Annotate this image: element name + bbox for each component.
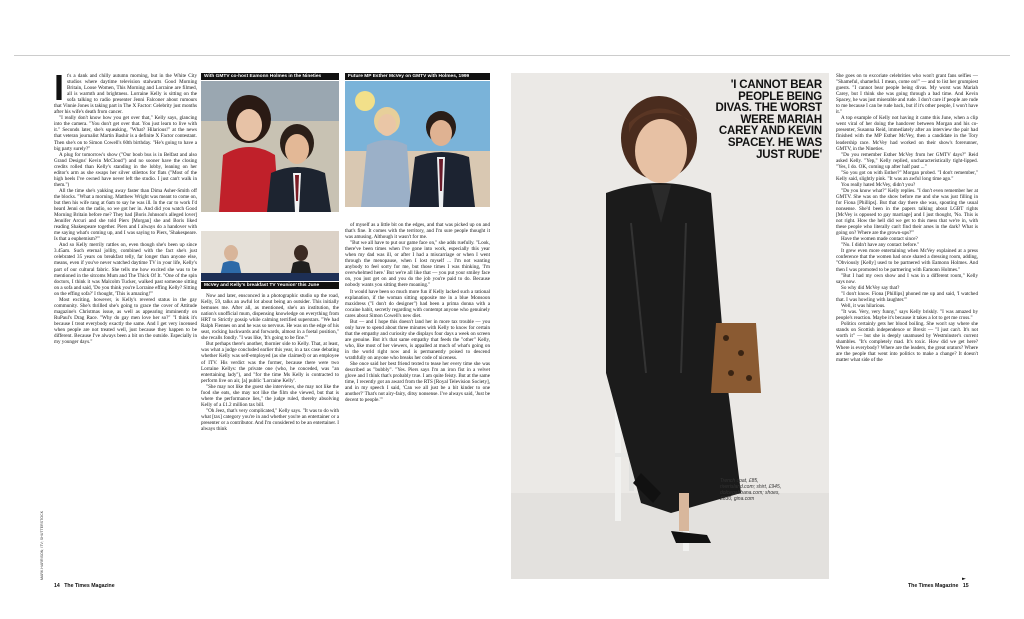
footer-right (908, 583, 969, 589)
paragraph: Well, it was hilarious. (841, 302, 886, 309)
paragraph: But — and I hope this doesn't land her in more tax trouble — you only have to spend about three minutes with Kelly to know for certain that the empathy and curiosity she displays four days a week on screen are genuine. But it's that same empathy that feeds the "other" Kelly, who, like most of her viewers, is appalled at much of what's going on in the world right now and is permanently poised to descend wrathfully on anyone who breaks her code of niceness. (345, 318, 490, 362)
paragraph: "No. I didn't have any contact before." (841, 242, 920, 249)
page-number-right: 15 (962, 583, 969, 589)
photo-caption-3: McVey and Kelly's breakfast TV 'reunion' this June (201, 282, 339, 289)
photo-tv-reunion (201, 231, 339, 281)
paragraph: A plug for tomorrow's show ("Our boob bus is in Belfast and also Grand Designs' Kevin McCloud") and no sooner have the closing credits rolled than Kelly's standing in the lobby, leaning on her editor's arm as she swaps her silver stilettos for flats ("Most of the high heels I've owned have never left the studio. I just can't walk in them.") (54, 151, 197, 188)
tv-screen-illustration (201, 231, 339, 281)
paragraph: "I don't know. Fiona [Phillips] phoned me up and said, 'I watched that. I was howling with laughter.'" (836, 290, 978, 303)
paragraph: "But we all have to put our game face on," she adds ruefully. "Look, there've been times when I've gone into work, especially this year when my dad was ill, or after I had a miscarriage or when I went through the menopause, when I lost myself ... I'm not wanting anybody to feel sorry for me, but those times I was thinking, 'I'm overwhelmed here.' But we're all like that — you put your smiley face on, you just get on and you do the job you're paid to do. Because nobody wants you sitting there moaning." (345, 240, 490, 289)
drop-cap: I (54, 73, 65, 108)
paragraph: "I really don't know how you get over that," Kelly says, glancing into the camera. "You don't get over that. You just learn to live with it." Seconds later, she's squeaking, "What? Hilarious!" at the news that veteran journalist Martin Bashir is a definite X Factor contestant. Then she's on to Simon Cowell's 60th birthday. "He's going to have a big party surely?" (54, 115, 197, 152)
article-column-3 (345, 222, 490, 579)
photo-illustration (201, 81, 339, 212)
paragraph: A top example of Kelly not having it came this June, when a clip went viral of her doing the handover between Morgan and his co-presenter, Susanna Reid, immediately after an interview the pair had finished with the MP Esther McVey, then a candidate in the Tory leadership race. McVey had worked on their show's forerunner, GMTV, in the Nineties. (836, 115, 978, 152)
paragraph: "But I had my own show and I was in a different room," Kelly says now. (836, 272, 978, 285)
photo-caption-1: With GMTV co-host Eamonn Holmes in the Nineties (201, 73, 339, 80)
paragraph: Have the women made contact since? (841, 236, 918, 243)
article-column-4 (836, 73, 978, 578)
opening-paragraph: It's a dank and chilly autumn morning, but in the White City studios where daytime television stalwarts Good Morning Britain, Loose Women, This Morning and Lorraine are filmed, all is warmth and brightness. Lorraine Kelly is sitting on the sofa talking to radio presenter Jenni Falconer about rumours that Vinnie Jones is taking part in The X Factor: Celebrity just months after his wife's death from cancer. (54, 73, 197, 116)
pull-quote: 'I CANNOT BEAR PEOPLE BEING DIVAS. THE WORST WERE MARIAH CAREY AND KEVIN SPACEY. HE WAS JUST RUDE' (715, 79, 822, 161)
paragraph: But perhaps there's another, thornier side to Kelly. That, at least, was what a judge concluded earlier this year, in a tax case debating whether Kelly was self-employed (as she claimed) or an employee of ITV. His verdict was the former, because there were two Lorraine Kellys: the private one (who, he conceded, was "an entertaining lady"), and "for the time Ms Kelly is contracted to perform live on air, [a] public 'Lorraine Kelly'. (201, 341, 339, 384)
photo-kelly-holmes-nineties (201, 81, 339, 212)
paragraph: All the time she's yakking away faster than Dima Asher-Smith off the blocks. "What a morning. Matthew Wright was meant to come on, but then his wife rang at 6am to say he was ill. In the car to work I'd heard Jenni on the radio, so we got her in. And did you watch Good Morning Britain before me? They had [Boris Johnson's alleged lover] Jennifer Arcuri and she told Piers [Morgan] she and Boris liked reading Shakespeare together. Piers and I always do a handover with me saying what's coming up, and I was saying to Piers, 'Shakespeare. Is that a euphemism?'" (54, 187, 197, 243)
paragraph: "So you got on with Esther?" Morgan probed. "I don't remember," Kelly said, slightly pink. "It was an awful long time ago." (836, 169, 978, 182)
paragraph: And so Kelly merrily rattles on, even though she's been up since 3.45am. Such eternal jollity, combined with the fact she's just celebrated 35 years on breakfast telly, far longer than anyone else, means, even if you've never watched daytime TV in your life, Kelly's part of our cultural fabric. She tells me how excited she was to be mentioned in the sitcoms Mum and The Thick Of It. "One of the spin doctors, I think it was Malcolm Tucker, walked past someone sitting on a sofa and said, 'Do you think you're Lorraine effing Kelly? Sitting on the effing sofa?' I thought, 'This is amazing!'" (54, 242, 197, 297)
photo-mcvey-holmes-1999 (345, 81, 490, 207)
paragraph: She goes on to excoriate celebrities who won't grant fans selfies — "Shameful, shameful. I mean, come on!" — and to list her grumpiest guests. "I cannot bear people being divas. My worst was Mariah Carey, but I think she was going through a bad time. And Kevin Spacey, he was just miserable and rude. I don't care if people are rude to me because I can be rude back, but if it's other people, I won't have it." (836, 73, 978, 116)
paragraph: Now and later, ensconced in a photographic studio up the road, Kelly, 59, talks an awful lot about being an outsider. This initially bemuses me. After all, as mentioned, she's an institution, the nation's unofficial mum, dispensing knowledge on everything from HRT to Strictly gossip while calming terrified superstars. "We had Ralph Fiennes on and he was so nervous. He was on the edge of his seat, rocking backwards and forwards, almost in a foetal position," she recalls fondly. "I was like, 'It's going to be fine.'" (201, 293, 339, 342)
paragraph: It would have been so much more fun if Kelly lacked such a rational explanation, if the woman sitting opposite me in a blue Monsoon maxidress ("I don't do designer") had been a prima donna with a cocaine habit, secretly regarding with contempt anyone who genuinely cares about Simon Cowell's new diet. (345, 288, 490, 319)
footer-left (54, 583, 115, 589)
paragraph: So why did McVey say that? (841, 284, 900, 291)
paragraph: She once said her best friend texted to tease her every time she was described as "bubbly". "Yes. Piers says I'm an iron fist in a velvet glove and I think that's probably true. I am quite feisty. But at the same time, I recently got an award from the RTS [Royal Television Society], and in my speech I said, 'Can we all just be a bit kinder to one another?' That's not airy-fairy, ditsy nonsense. I've always said, 'Just be decent to people.'" (345, 361, 490, 404)
paragraph: Most exciting, however, is Kelly's revered status in the gay community. She's thrilled she's going to grace the cover of Attitude magazine's Christmas issue, as well as appearing imminently on RuPaul's Drag Race. "Why do gay men love her so?" "I think it's because I treat everybody exactly the same. And I get very incensed when people are not treated well, just because they happen to be different. Because I've always been a bit on the outside. Especially in my younger days." (54, 296, 197, 346)
paragraph: "Oh Jeez, that's very complicated," Kelly says. "It was to do with what [tax] category you're in and whether you're an entertainer or a presenter or a contributor. And I'm considered to be an entertainer. I always think (201, 407, 339, 433)
article-column-2 (201, 293, 339, 579)
continue-arrow-icon: ► (962, 576, 966, 582)
photo-illustration (345, 81, 490, 207)
photo-caption-2: Future MP Esther McVey on GMTV with Holmes, 1999 (345, 73, 490, 80)
photo-credit: MARK HARRISON; ITV; SHUTTERSTOCK (40, 510, 44, 580)
paragraph: "It was. Very, very funny," says Kelly briskly. "I was amazed by people's reaction. Maybe it's because it takes a lot to get me cross." (836, 308, 978, 321)
paragraph: "She may not like the guest she interviews, she may not like the food she eats, she may not like the film she viewed, but that is where the performance lies," the judge ruled, thereby absolving Kelly of a £1.2 million tax bill. (201, 383, 339, 408)
paragraph: Politics certainly gets her blood boiling. She won't say where she stands on Scottish independence or Brexit — "I just can't. It's not worth it" — but she is deeply unamused by Westminster's current shambles. "It's completely mad. It's toxic. How did we get here? Where is everybody? Where are the leaders, the great orators? Where are the people that went into politics to make a change? It doesn't matter what side of the (836, 320, 978, 364)
magazine-name-left: The Times Magazine (64, 583, 115, 589)
page-number-left: 14 (54, 583, 60, 589)
paragraph: It grew even more entertaining when McVey explained at a press conference that the women had once shared a dressing room, adding, "Obviously [Kelly] used to be partnered with Eamonn Holmes. And then I was promoted to be partnering with Eamonn Holmes." (836, 248, 978, 273)
article-column-1 (54, 73, 197, 578)
paragraph: "Do you remember Esther McVey from her GMTV days?" Reid asked Kelly. "Yep," Kelly replied, uncharacteristically tight-lipped. "Yes, I do. OK, coming up after half past ..." (836, 151, 978, 170)
paragraph: of myself as a little bit on the edges, and that was picked up on and that's fine. It comes with the territory, and I'm sure people thought it was amusing. Although it wasn't for me. (345, 222, 490, 241)
paragraph: You really hated McVey, didn't you? (841, 181, 916, 188)
fashion-credit: Trench coat, £85, riverisland.com; shirt, £945, dolcegabbana.com; shoes, £630, gina.com (720, 478, 782, 502)
paragraph: "Do you know what?" Kelly replies. "I don't even remember her at GMTV. She was on the show before me and she was just filling in for Fiona [Phillips]. But that day there she was, spouting the usual nonsense. She'd been in the papers talking about LGBT rights [McVey is opposed to gay marriage] and I just thought, 'No. This is not right. How the hell did we get to this mess that we're in, with these people who literally can't find their arses in the dark? What is going on? Where are the grown-ups?'" (836, 187, 978, 237)
magazine-name-right: The Times Magazine (908, 583, 959, 589)
top-rule (14, 55, 1010, 56)
